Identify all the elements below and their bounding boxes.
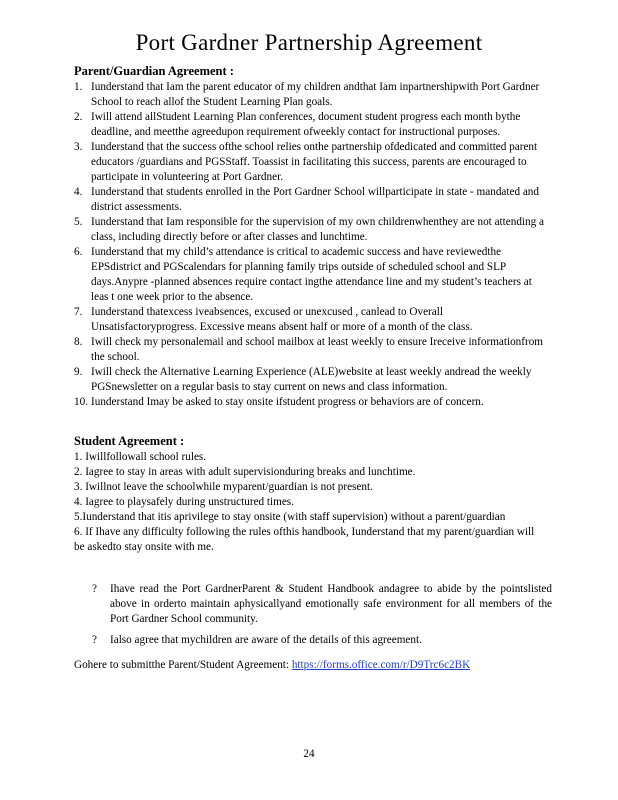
item-number: 4. [74,186,83,198]
parent-agreement-item [74,140,544,185]
item-number: 2. [74,111,83,123]
item-number: 9. [74,366,83,378]
student-agreement-list [74,450,544,555]
parent-agreement-list [74,80,544,410]
student-agreement-item: 3. Iwillnot leave the schoolwhile myparent/guardian is not present. [74,481,373,493]
item-text: Iunderstand that Iam the parent educator of my children andthat Iam inpartnershipwith Port Gardner School to reach allof the Student Learning Plan goals. [91,81,540,108]
acknowledgement-item [92,582,552,627]
student-agreement-item: 5.Iunderstand that itis aprivilege to stay onsite (with staff supervision) without a parent/guardian [74,511,506,523]
acknowledgement-list [92,582,552,654]
bullet-glyph-icon: ? [92,634,97,646]
item-text: Iunderstand Imay be asked to stay onsite ifstudent progress or behaviors are of concern. [91,396,484,408]
parent-agreement-item [74,110,544,140]
item-number: 8. [74,336,83,348]
item-text: Iwill check my personalemail and school mailbox at least weekly to ensure Ireceive informationfrom the school. [91,336,544,363]
item-text: Iwill check the Alternative Learning Experience (ALE)website at least weekly andread the weekly PGSnewsletter on a regular basis to stay current on news and class information. [91,366,532,393]
item-text: Iunderstand that my child’s attendance is critical to academic success and have reviewedthe EPSdistrict and PGScalendars for planning family trips outside of scheduled school and SLP days.Anypre -planned absences require contact ingthe attendance line and my student’s teachers at leas t one week prior to the absence. [91,246,532,303]
parent-agreement-heading: Parent/Guardian Agreement : [74,64,234,78]
parent-agreement-item [74,305,544,335]
item-number: 6. [74,246,83,258]
parent-agreement-item [74,335,544,365]
item-text: Iunderstand that Iam responsible for the supervision of my own childrenwhenthey are not attending a class, including directly before or after classes and lunchtime. [91,216,544,243]
page-number: 24 [303,748,315,760]
item-number: 3. [74,141,83,153]
item-number: 10. [74,396,88,408]
item-number: 1. [74,81,83,93]
acknowledgement-item [92,633,552,648]
student-agreement-item: 6. If Ihave any difficulty following the rules ofthis handbook, Iunderstand that my parent/guardian will be askedto stay onsite with me. [74,526,535,553]
item-text: Iunderstand that the success ofthe school relies onthe partnership ofdedicated and committed parent educators /guardians and PGSStaff. Toassist in facilitating this success, parents are encouraged to participate in volunteering at Port Gardner. [91,141,538,183]
parent-agreement-item [74,80,544,110]
agreement-form-link[interactable]: https://forms.office.com/r/D9Trc6c2BK [291,659,471,671]
acknowledgement-text: Ialso agree that mychildren are aware of the details of this agreement. [110,634,422,646]
item-text: Iunderstand that students enrolled in the Port Gardner School willparticipate in state - mandated and district assessments. [91,186,539,213]
parent-agreement-item [74,365,544,395]
bullet-glyph-icon: ? [92,583,97,595]
item-number: 7. [74,306,83,318]
parent-agreement-item [74,215,544,245]
parent-agreement-item [74,395,544,410]
parent-agreement-item [74,245,544,305]
submit-label: Gohere to submitthe Parent/Student Agreement: [74,659,292,671]
parent-agreement-item [74,185,544,215]
submit-instructions [74,658,554,673]
student-agreement-item: 4. Iagree to playsafely during unstructured times. [74,496,294,508]
item-text: Iwill attend allStudent Learning Plan conferences, document student progress each month bythe deadline, and meetthe agreedupon requirement ofweekly contact for instructional purposes. [91,111,521,138]
acknowledgement-text: Ihave read the Port GardnerParent & Student Handbook andagree to abide by the pointslisted above in orderto maintain aphysicallyand emotionally safe environment for all members of the Port Gardner School community. [110,583,552,625]
student-agreement-item: 2. Iagree to stay in areas with adult supervisionduring breaks and lunchtime. [74,466,416,478]
item-number: 5. [74,216,83,228]
student-agreement-heading: Student Agreement : [74,434,185,448]
student-agreement-item: 1. Iwillfollowall school rules. [74,451,207,463]
item-text: Iunderstand thatexcess iveabsences, excused or unexcused , canlead to Overall Unsatisfactoryprogress. Excessive means absent half or more of a month of the class. [91,306,473,333]
page-title: Port Gardner Partnership Agreement [135,30,483,55]
